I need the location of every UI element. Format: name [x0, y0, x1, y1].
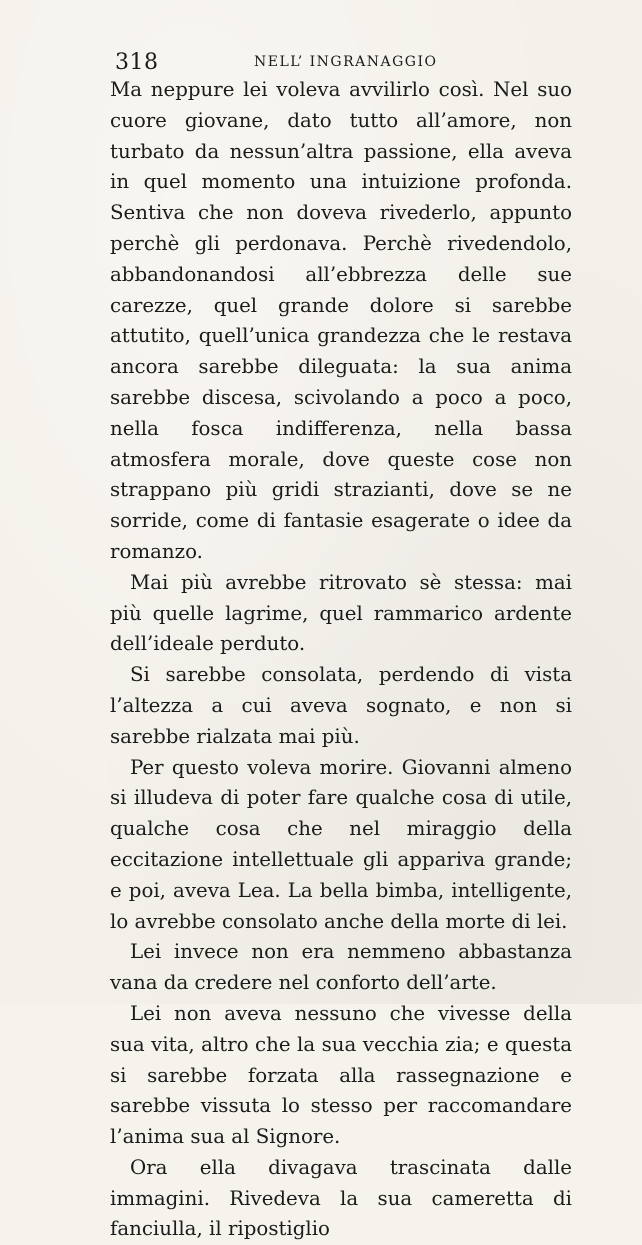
- page-number: 318: [115, 50, 159, 75]
- paragraph: Si sarebbe consolata, perdendo di vista l’altezza a cui aveva sognato, e non si sarebbe rialzata mai più.: [110, 663, 572, 748]
- paragraph: Ora ella divagava trascinata dalle immagini. Rivedeva la sua cameretta di fanciulla, il ripostiglio: [110, 1155, 572, 1241]
- body-text: [110, 75, 572, 1245]
- paragraph: Per questo voleva morire. Giovanni almeno si illudeva di poter fare qualche cosa di utile, qualche cosa che nel miraggio della eccitazione intellettuale gli appariva grande; e poi, aveva Lea. La bella bimba, intelligente, lo avrebbe consolato anche della morte di lei.: [110, 755, 572, 933]
- paragraph: Lei non aveva nessuno che vivesse della sua vita, altro che la sua vecchia zia; e questa si sarebbe forzata alla rassegnazione e sarebbe vissuta lo stesso per raccomandare l’anima sua al Signore.: [110, 1001, 572, 1149]
- paragraph: Ma neppure lei voleva avvilirlo così. Nel suo cuore giovane, dato tutto all’amore, non turbato da nessun’altra passione, ella aveva in quel momento una intuizione profonda. Sentiva che non doveva rivederlo, appunto perchè gli perdonava. Perchè rivedendolo, abbandonandosi all’ebbrezza delle sue carezze, quel grande dolore si sarebbe attutito, quell’unica grandezza che le restava ancora sarebbe dileguata: la sua anima sarebbe discesa, scivolando a poco a poco, nella fosca indifferenza, nella bassa atmosfera morale, dove queste cose non strappano più gridi strazianti, dove se ne sorride, come di fantasie esagerate o idee da romanzo.: [110, 78, 572, 563]
- page-header: [115, 46, 575, 74]
- running-head: NELL’ INGRANAGGIO: [254, 54, 438, 70]
- paragraph: Lei invece non era nemmeno abbastanza vana da credere nel conforto dell’arte.: [110, 940, 572, 995]
- paragraph: Mai più avrebbe ritrovato sè stessa: mai più quelle lagrime, quel rammarico ardente dell’ideale perduto.: [110, 570, 572, 656]
